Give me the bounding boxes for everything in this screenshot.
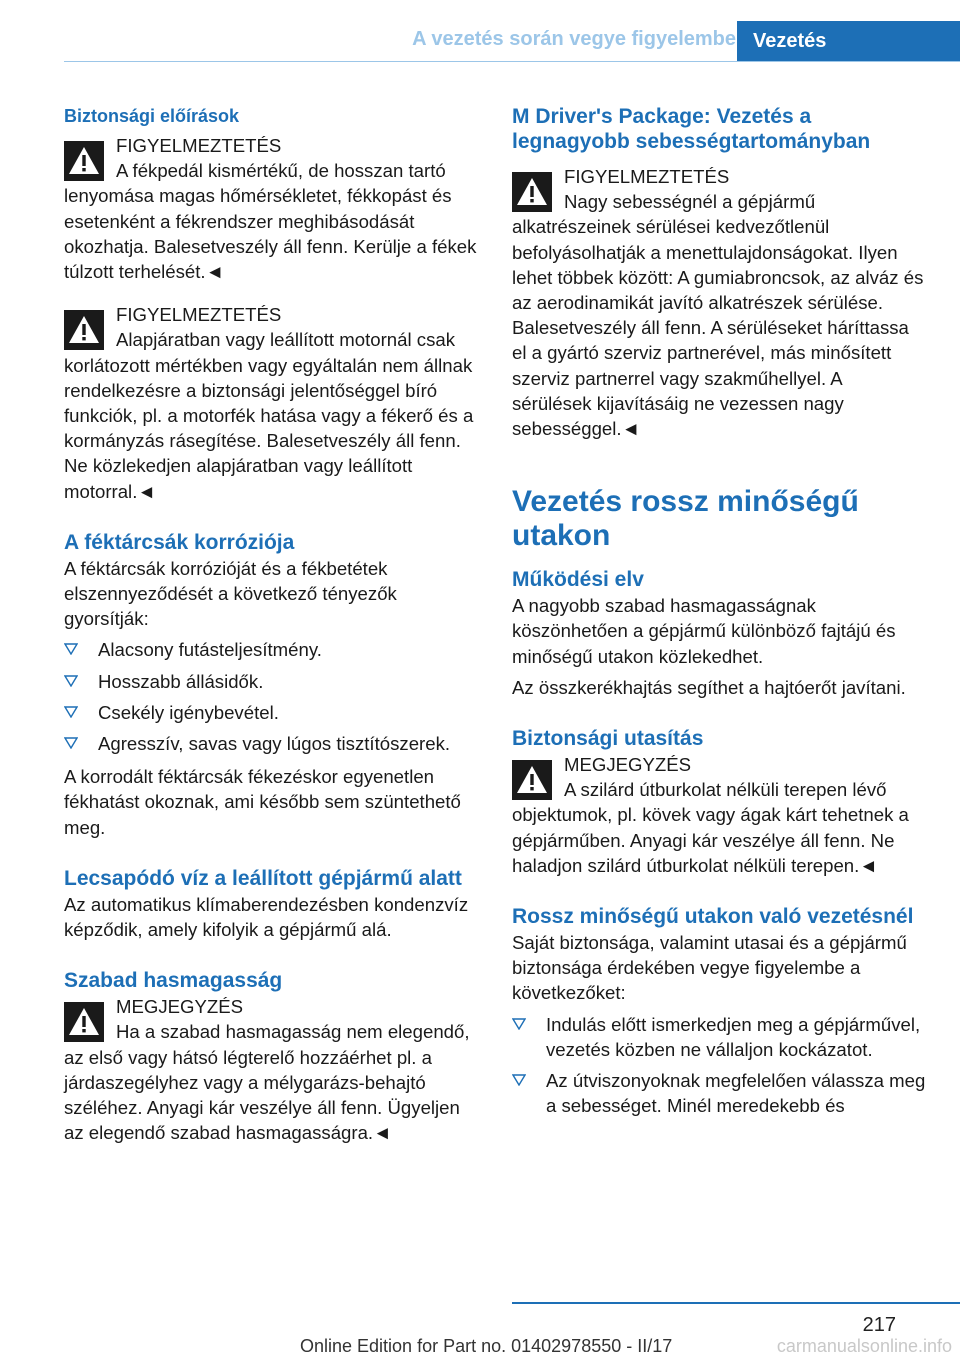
warning-title: FIGYELMEZTETÉS xyxy=(116,304,282,326)
warning-triangle-icon xyxy=(512,172,552,212)
notice-block xyxy=(64,994,478,1145)
list-item-text: Csekély igénybevétel. xyxy=(98,701,279,723)
paragraph-condensation: Az automatikus klímaberendezésben kondenzvíz képződik, amely kifolyik a gépjármű alá. xyxy=(64,893,469,941)
notice-text: Ha a szabad hasmagasság nem elegendő, az első vagy hátsó légterelő hozzáérhet pl. a járdaszegélyhez vagy a mélygarázs-behajtó széléhez. Anyagi kár veszélye áll fenn. Ügyeljen az elegendő szabad hasmagasságra.◄ xyxy=(64,1021,470,1144)
list-item xyxy=(64,700,478,725)
warning-triangle-icon xyxy=(64,310,104,350)
triangle-bullet-icon xyxy=(64,706,78,718)
triangle-bullet-icon xyxy=(64,737,78,749)
notice-block xyxy=(512,752,926,878)
right-column xyxy=(512,104,926,1126)
heading-brake-disc-corrosion: A féktárcsák korróziója xyxy=(64,530,295,554)
triangle-bullet-icon xyxy=(512,1074,526,1086)
triangle-bullet-icon xyxy=(64,643,78,655)
warning-text: A fékpedál kismértékű, de hosszan tartó lenyomása magas hőmérsékletet, fékkopást és esetenként a fékrendszer meghibásodását okozhatja. Balesetveszély áll fenn. Kerülje a fékek túlzott terhelését.◄ xyxy=(64,160,477,283)
footer-rule xyxy=(512,1302,960,1304)
list-item-text: Az útviszonyoknak megfelelően válassza meg a sebességet. Minél meredekebb és xyxy=(546,1070,926,1117)
heading-safety-rules: Biztonsági előírások xyxy=(64,106,240,126)
paragraph-corroded-discs: A korrodált féktárcsák fékezéskor egyenetlen fékhatást okoznak, ami később sem szüntethető meg. xyxy=(64,766,461,838)
list-item xyxy=(64,637,478,662)
driving-tips-list xyxy=(512,1012,926,1119)
heading-safety-note: Biztonsági utasítás xyxy=(512,727,704,751)
header-rule xyxy=(64,61,960,62)
warning-block xyxy=(64,133,478,284)
list-item xyxy=(64,731,478,756)
list-item xyxy=(512,1068,926,1118)
header-section-title: A vezetés során vegye figyelembe xyxy=(412,28,736,50)
list-item-text: Hosszabb állásidők. xyxy=(98,670,264,692)
warning-block xyxy=(512,164,926,441)
heading-bad-roads: Vezetés rossz minőségű utakon xyxy=(512,485,859,553)
list-item-text: Agresszív, savas vagy lúgos tisztítószerek. xyxy=(98,733,451,755)
list-item xyxy=(64,669,478,694)
warning-text: Alapjáratban vagy leállított motornál csak korlátozott mértékben vagy egyáltalán nem állnak rendelkezésre a biztonsági jelentőséggel bíró funkciók, pl. a motorfék hatása vagy a fékerő és a kormányzás rásegítése. Balesetveszély áll fenn. Ne közlekedjen alapjáratban vagy leállított motorral.◄ xyxy=(64,329,474,502)
heading-driving-bad-roads: Rossz minőségű utakon való vezetésnél xyxy=(512,905,914,929)
heading-operating-principle: Működési elv xyxy=(512,568,644,592)
heading-condensation: Lecsapódó víz a leállított gépjármű alatt xyxy=(64,866,462,890)
heading-m-drivers-package: M Driver's Package: Vezetés a legnagyobb sebességtartományban xyxy=(512,105,871,153)
notice-title: MEGJEGYZÉS xyxy=(564,754,692,776)
watermark: carmanualsonline.info xyxy=(776,1336,952,1356)
warning-title: FIGYELMEZTETÉS xyxy=(116,135,282,156)
warning-triangle-icon xyxy=(512,760,552,800)
header-chapter-tab: Vezetés xyxy=(737,21,960,62)
notice-title: MEGJEGYZÉS xyxy=(116,996,244,1018)
triangle-bullet-icon xyxy=(512,1018,526,1030)
list-item xyxy=(512,1012,926,1062)
page-header xyxy=(0,0,960,62)
warning-block xyxy=(64,302,478,504)
page-number: 217 xyxy=(862,1314,896,1336)
warning-triangle-icon xyxy=(64,141,104,181)
list-item-text: Indulás előtt ismerkedjen meg a gépjárművel, vezetés közben ne vállaljon kockázatot. xyxy=(546,1013,921,1060)
warning-title: FIGYELMEZTETÉS xyxy=(564,166,730,187)
notice-text: A szilárd útburkolat nélküli terepen lévő objektumok, pl. kövek vagy ágak kárt tehetnek a gépjárműben. Anyagi kár veszélye áll fenn. Ne haladjon szilárd útburkolat nélküli terepen.◄ xyxy=(512,779,909,876)
left-column xyxy=(64,104,478,1164)
paragraph-corrosion: A féktárcsák korrózióját és a fékbetétek elszennyeződését a következő tényezők gyorsítják: xyxy=(64,557,397,630)
warning-triangle-icon xyxy=(64,1002,104,1042)
triangle-bullet-icon xyxy=(64,675,78,687)
heading-ground-clearance: Szabad hasmagasság xyxy=(64,969,283,993)
corrosion-factors-list xyxy=(64,637,478,756)
paragraph-driving-bad-roads: Saját biztonsága, valamint utasai és a gépjármű biztonsága érdekében vegye figyelembe a következőket: xyxy=(512,932,907,1004)
warning-text: Nagy sebességnél a gépjármű alkatrészeinek sérülései kedvezőtlenül befolyásolhatják a menettulajdonságokat. Ilyen lehet többek között: A gumiabroncsok, az alváz és az aerodinamikát javító alkatrészek sérülése. Balesetveszély áll fenn. A sérüléseket háríttassa el a gyártó szerviz partnerével, más minősített szerviz partnerrel vagy szakműhellyel. A sérülések kijavításáig ne vezessen nagy sebességgel.◄ xyxy=(512,191,924,440)
paragraph-principle-1: A nagyobb szabad hasmagasságnak köszönhetően a gépjármű különböző fajtájú és minőségű utakon közlekedhet. xyxy=(512,595,896,667)
list-item-text: Alacsony futásteljesítmény. xyxy=(98,639,322,661)
edition-footer: Online Edition for Part no. 01402978550 - II/17 xyxy=(300,1336,673,1356)
paragraph-principle-2: Az összkerékhajtás segíthet a hajtóerőt javítani. xyxy=(512,676,906,698)
